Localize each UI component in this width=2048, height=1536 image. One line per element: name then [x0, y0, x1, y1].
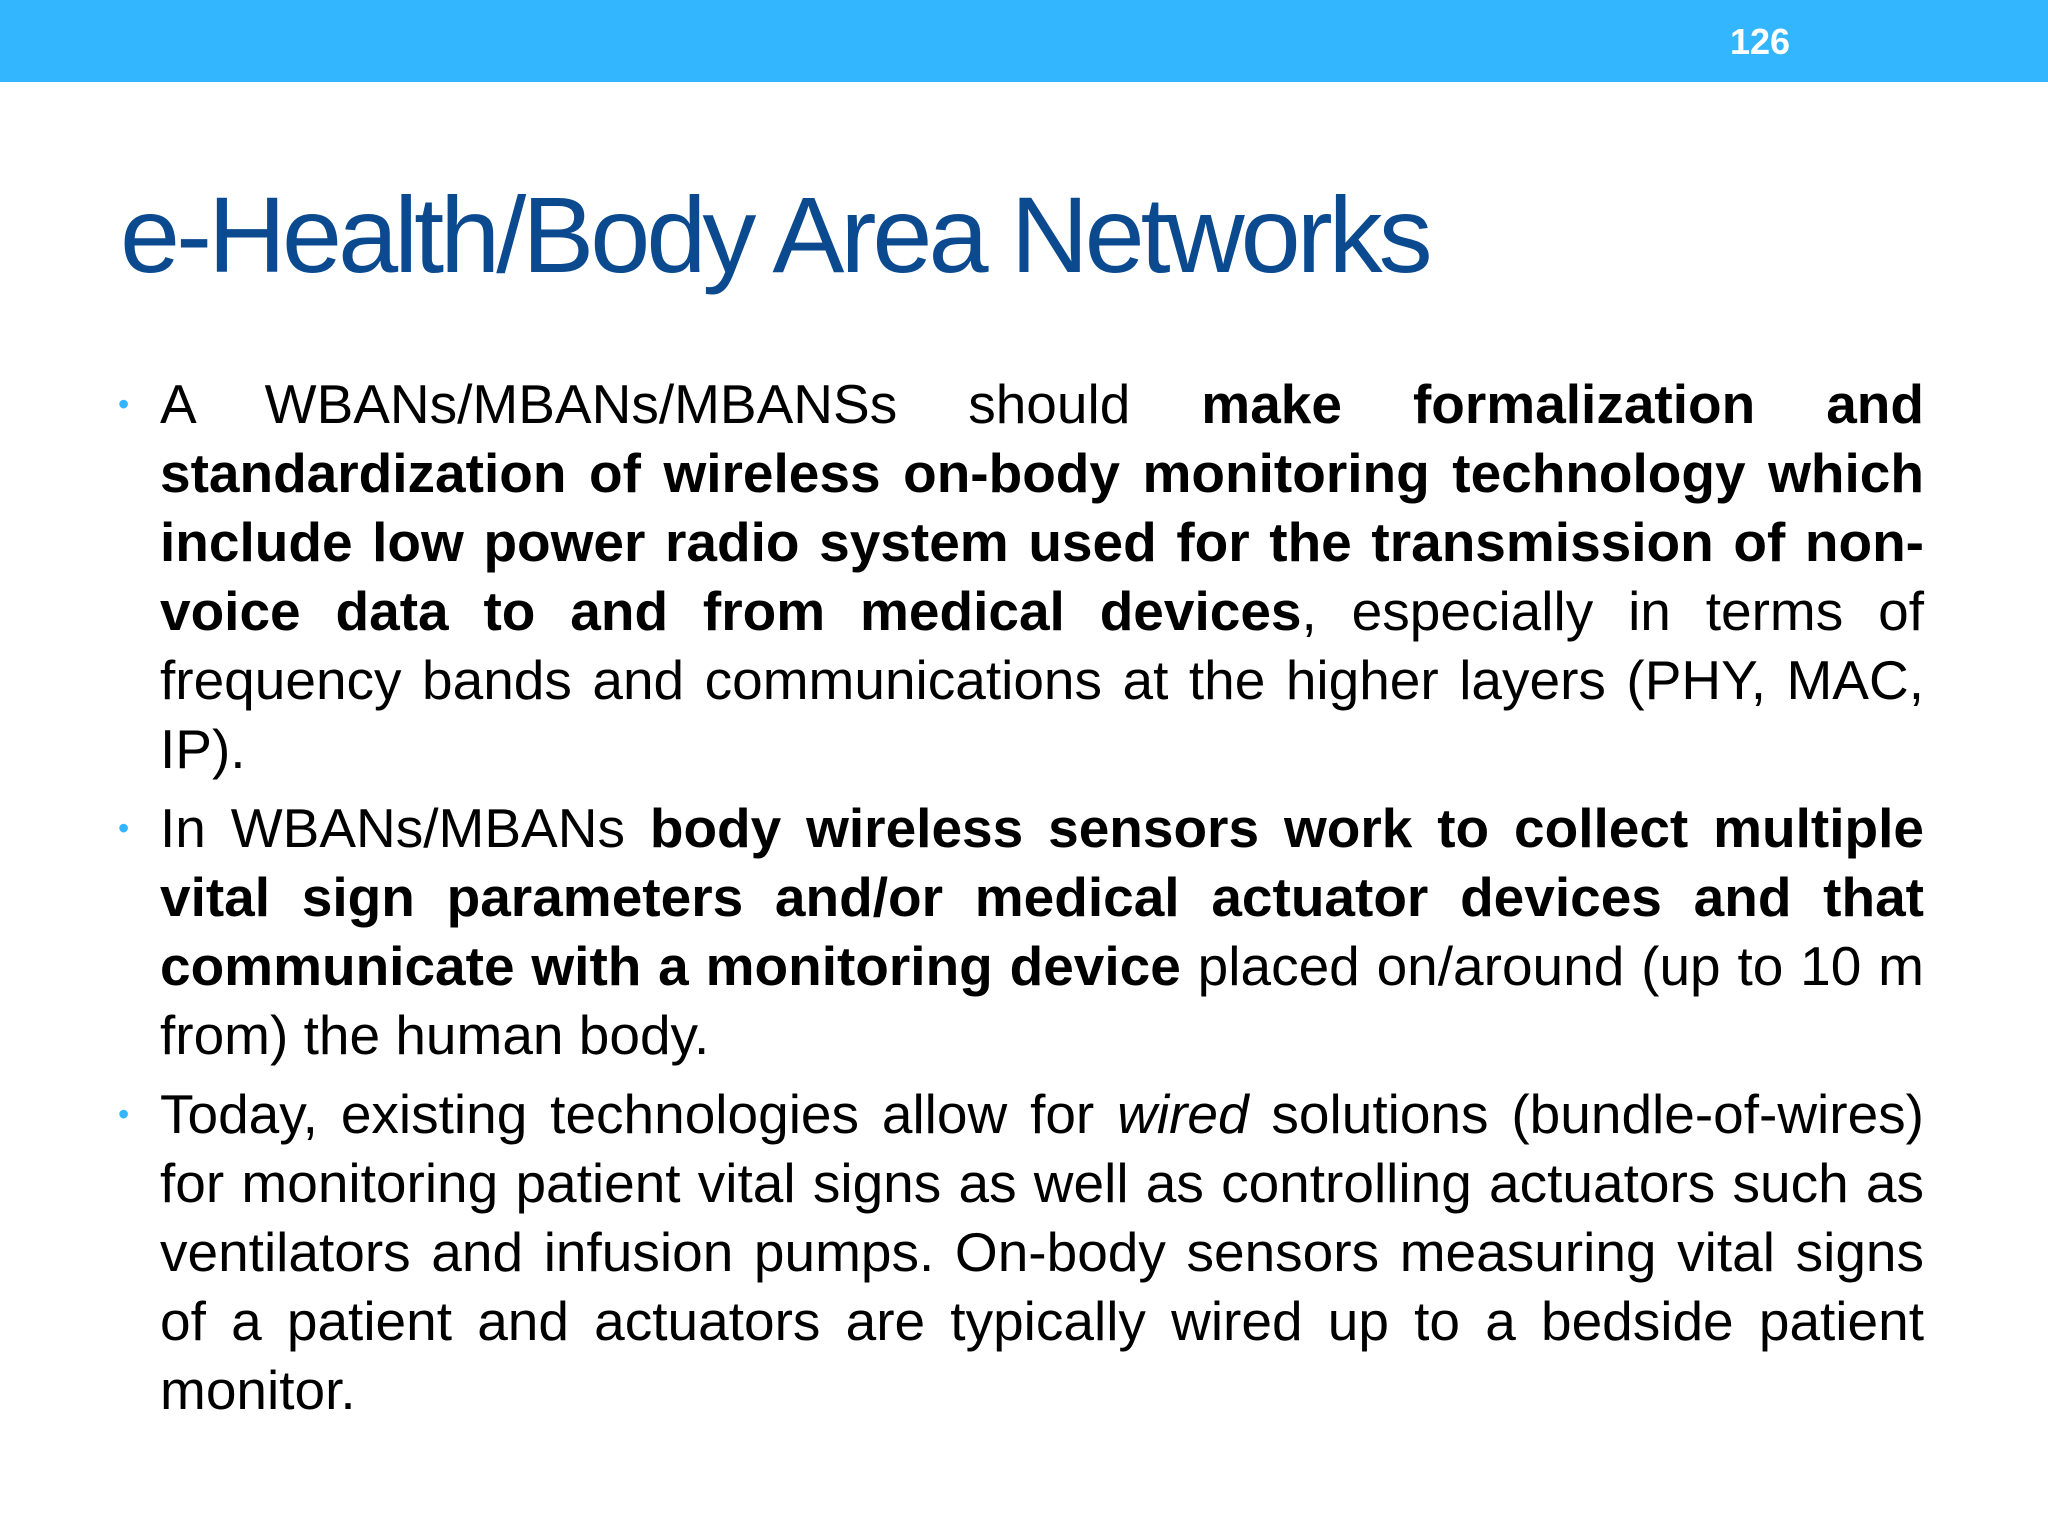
slide-header-bar: [0, 0, 2048, 82]
bullet-dot-icon: •: [118, 1096, 130, 1132]
bullet-text: In WBANs/MBANs: [160, 797, 650, 859]
bullet-text: , especially in terms of frequency bands and communications at the higher layers (PHY, MAC, IP).: [160, 580, 1924, 780]
bullet-text: solutions (bundle-of-wires) for monitoring patient vital signs as well as controlling actuators such as ventilators and infusion pumps. On-body sensors measuring vital signs of a patient and actuators are typically wired up to a bedside patient monitor.: [160, 1083, 1924, 1421]
bullet-dot-icon: •: [118, 386, 130, 422]
bullet-text-bold: body wireless sensors work to collect multiple vital sign parameters and/or medical actuator devices and that communicate with a monitoring device: [160, 797, 1924, 997]
slide-number: 126: [1729, 21, 1791, 62]
bullet-item: [118, 794, 1924, 1070]
bullet-text: A WBANs/MBANs/MBANSs should: [160, 373, 1202, 435]
bullet-item: [118, 370, 1924, 784]
bullet-list: [118, 370, 1924, 1435]
bullet-dot-icon: •: [118, 810, 130, 846]
bullet-text: Today, existing technologies allow for: [160, 1083, 1118, 1145]
bullet-item: [118, 1080, 1924, 1425]
bullet-text-bold: make formalization and standardization of wireless on-body monitoring technology which include low power radio system used for the transmission of non-voice data to and from medical devices: [160, 373, 1924, 642]
slide-title: e-Health/Body Area Networks: [120, 174, 1429, 295]
bullet-text: placed on/around (up to 10 m from) the human body.: [160, 935, 1924, 1066]
bullet-text-italic: wired: [1117, 1083, 1249, 1145]
